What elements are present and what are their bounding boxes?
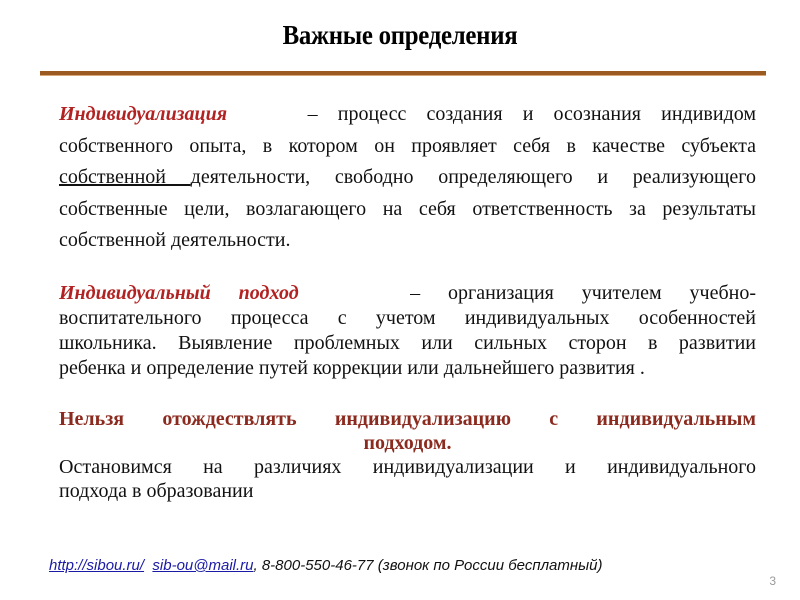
definition-individual-approach bbox=[59, 281, 756, 381]
slide-title: Важные определения bbox=[282, 20, 518, 50]
definition-line: собственные цели, возлагающего на себя ответственность за результаты bbox=[59, 197, 756, 220]
term-individualization: Индивидуализация bbox=[59, 103, 228, 125]
email-link[interactable]: sib-ou@mail.ru bbox=[152, 557, 254, 574]
warning-line: Нельзя отождествлять индивидуализацию с индивидуальным bbox=[59, 408, 756, 430]
definition-line: собственной деятельности, свободно определяющего и реализующего bbox=[59, 166, 757, 188]
definition-line: Индивидуальный подход – организация учителем учебно- bbox=[59, 282, 756, 304]
title-divider bbox=[40, 71, 766, 76]
definition-line: ребенка и определение путей коррекции или дальнейшего развития . bbox=[59, 357, 645, 379]
phone-text: 8-800-550-46-77 (звонок по России бесплатный) bbox=[257, 557, 603, 574]
underlined-word: собственной bbox=[59, 166, 191, 188]
definition-line: собственного опыта, в котором он проявляет себя в качестве субъекта bbox=[59, 134, 756, 157]
warning-note bbox=[59, 407, 756, 455]
definition-line: школьника. Выявление проблемных или сильных сторон в развитии bbox=[59, 332, 756, 354]
conclusion-line: Остановимся на различиях индивидуализации и индивидуального bbox=[59, 456, 756, 478]
warning-line: подходом. bbox=[363, 432, 452, 454]
page-number: 3 bbox=[769, 574, 776, 588]
definition-line: собственной деятельности. bbox=[59, 229, 291, 251]
definition-individualization bbox=[59, 99, 756, 257]
definition-line: воспитательного процесса с учетом индивидуальных особенностей bbox=[59, 307, 756, 329]
site-link[interactable]: http://sibou.ru/ bbox=[49, 557, 145, 574]
conclusion-note bbox=[59, 455, 756, 503]
contact-footer: http://sibou.ru/ sib-ou@mail.ru, 8-800-550-46-77 (звонок по России бесплатный) bbox=[49, 557, 603, 574]
conclusion-line: подхода в образовании bbox=[59, 480, 254, 502]
term-individual-approach: Индивидуальный подход bbox=[59, 282, 299, 304]
definition-line: Индивидуализация – процесс создания и осознания индивидом bbox=[59, 103, 757, 125]
